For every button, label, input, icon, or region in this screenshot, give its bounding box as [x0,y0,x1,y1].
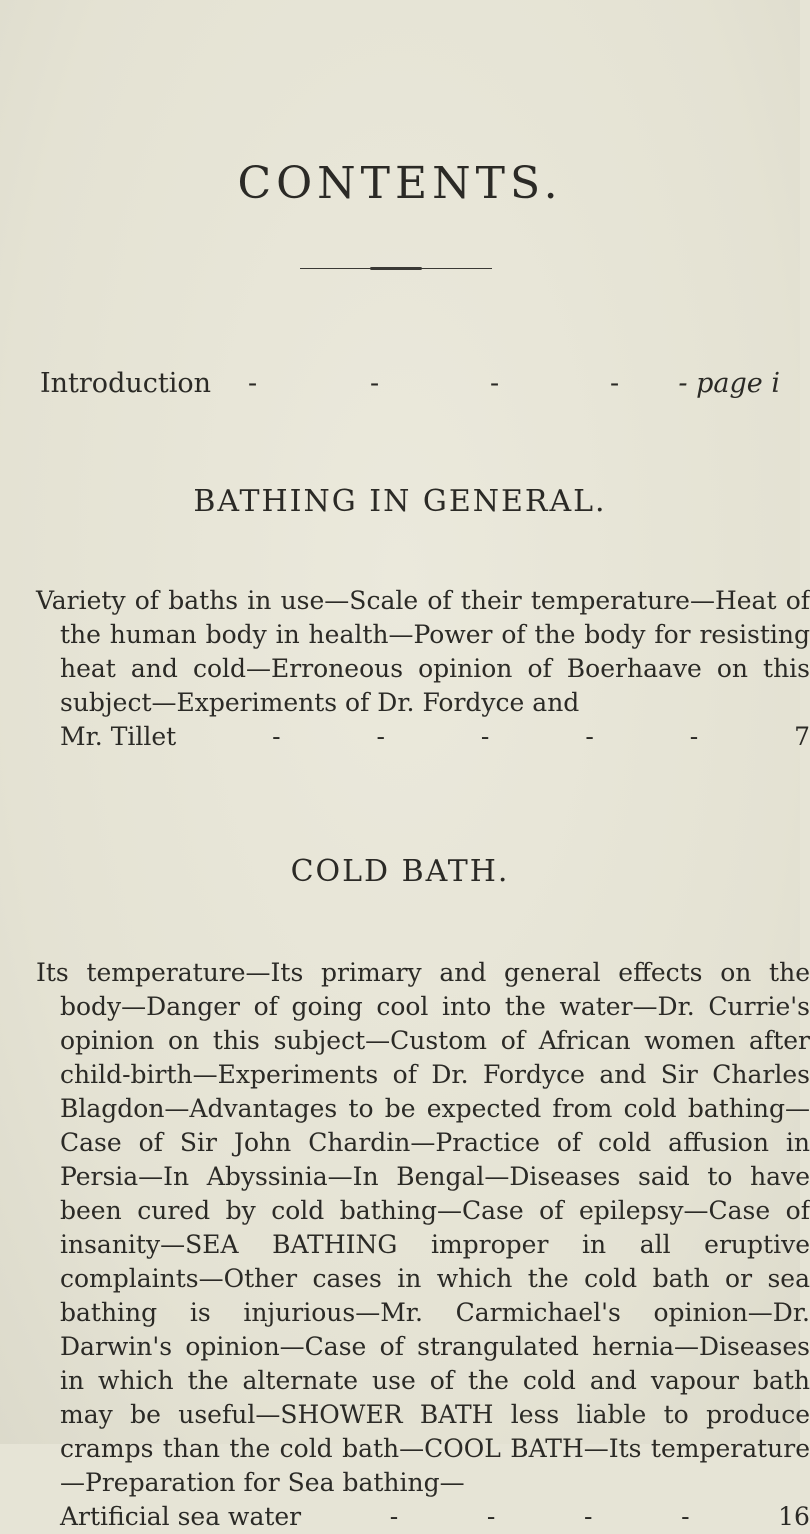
section-heading-cold-bath: COLD BATH. [290,854,510,889]
section-entry-text: Variety of baths in use—Scale of their temperature—Heat of the human body in health—Power of the body for resisting heat and cold—Erroneous opinion of Boerhaave on this subject—Experiments of Dr. Fordyce and [36,586,810,717]
leader-dash: - [248,368,258,399]
entry-last-line [60,720,810,754]
introduction-entry [40,368,780,408]
introduction-page-number: - page i [678,368,780,399]
entry-last-line-text: Artificial sea water [60,1502,302,1531]
leader-dash: - [370,368,380,399]
leader-dash: - [583,1502,593,1531]
section-heading-bathing-in-general: BATHING IN GENERAL. [193,484,607,519]
section-entry-cold-bath [36,956,810,1534]
entry-page-number: 16 [778,1502,810,1531]
section-entry-bathing-in-general [36,584,810,754]
entry-last-line [60,1500,810,1534]
leader-dash: - [376,722,385,751]
section-entry-text: Its temperature—Its primary and general effects on the body—Danger of going cool into the water—Dr. Currie's opinion on this subject—Custom of African women after child-birth—Experiments of Dr. Fordyce and Sir Charles Blagdon—Advantages to be expected from cold bathing—Case of Sir John Chardin—Practice of cold affusion in Persia—In Abyssinia—In Bengal—Diseases said to have been cured by cold bathing—Case of epilepsy—Case of insanity—SEA BATHING improper in all eruptive complaints—Other cases in which the cold bath or sea bathing is injurious—Mr. Carmichael's opinion—Dr. Darwin's opinion—Case of strangulated hernia—Diseases in which the alternate use of the cold and vapour bath may be useful—SHOWER BATH less liable to produce cramps than the cold bath—COOL BATH—Its temperature—Preparation for Sea bathing— [36,958,810,1497]
leader-dash: - [610,368,620,399]
leader-dash: - [689,722,699,751]
ornamental-rule [300,268,492,269]
entry-page-number: 7 [794,722,810,751]
introduction-label: Introduction [40,368,211,399]
leader-dash: - [681,1502,690,1531]
leader-dash: - [389,1502,399,1531]
leader-dash: - [480,722,490,751]
contents-heading: CONTENTS. [237,158,563,209]
leader-dash: - [585,722,594,751]
leader-dash: - [272,722,281,751]
entry-last-line-text: Mr. Tillet [60,722,177,751]
leader-dash: - [490,368,500,399]
leader-dash: - [486,1502,496,1531]
